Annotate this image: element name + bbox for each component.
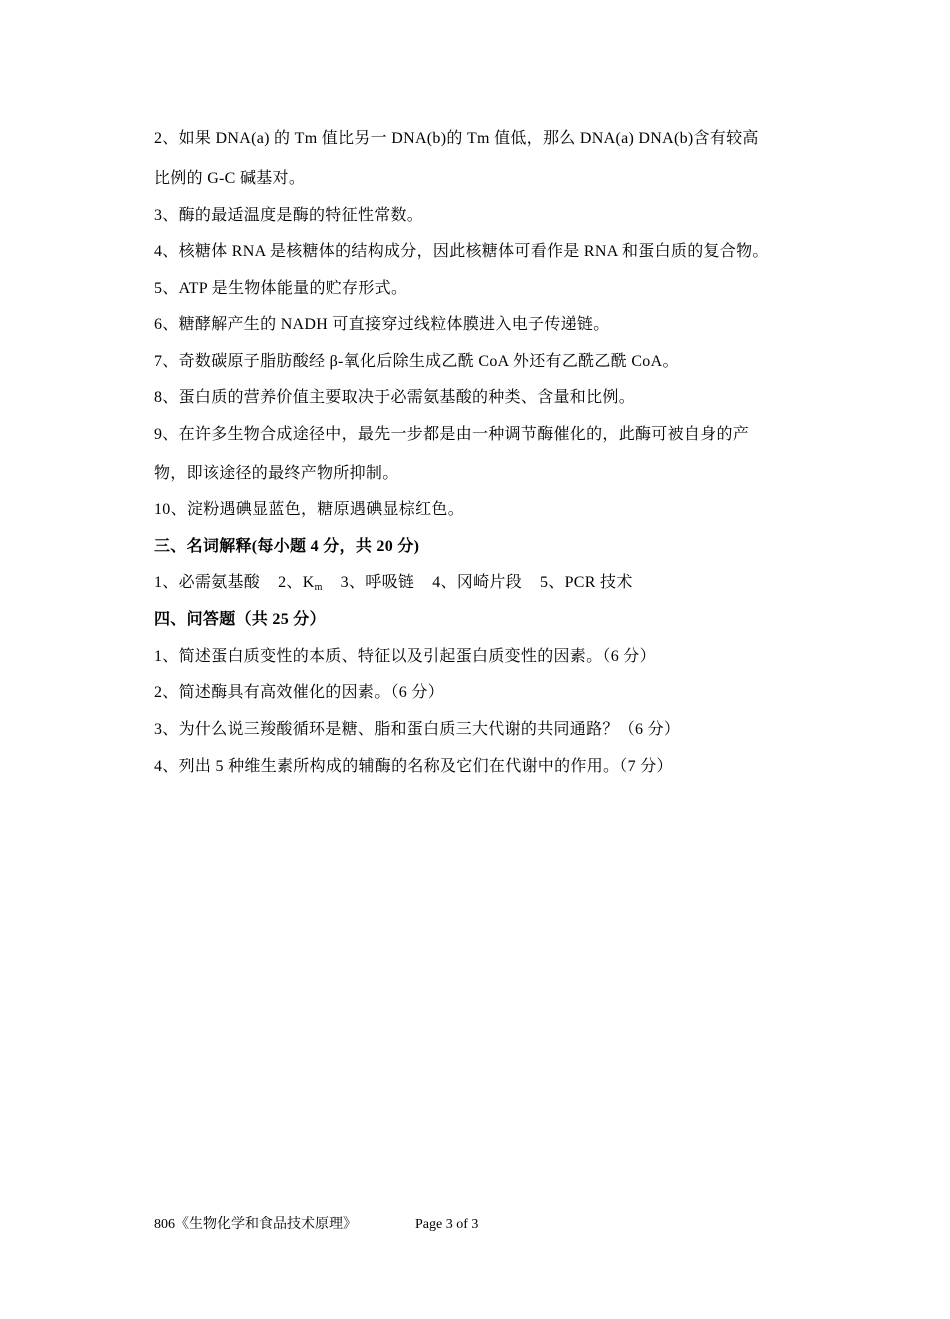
true-false-item-9: 9、在许多生物合成途径中，最先一步都是由一种调节酶催化的，此酶可被自身的产 — [154, 426, 750, 443]
true-false-item-3: 3、酶的最适温度是酶的特征性常数。 — [154, 207, 424, 224]
true-false-item-7: 7、奇数碳原子脂肪酸经 β-氧化后除生成乙酰 CoA 外还有乙酰乙酰 CoA。 — [154, 353, 679, 370]
true-false-item-10: 10、淀粉遇碘显蓝色，糖原遇碘显棕红色。 — [154, 501, 465, 518]
term-list — [154, 573, 633, 598]
question-4: 4、列出 5 种维生素所构成的辅酶的名称及它们在代谢中的作用。（7 分） — [154, 758, 673, 775]
true-false-item-5: 5、ATP 是生物体能量的贮存形式。 — [154, 280, 408, 297]
question-3: 3、为什么说三羧酸循环是糖、脂和蛋白质三大代谢的共同通路？（6 分） — [154, 721, 681, 738]
true-false-item-9-continued: 物，即该途径的最终产物所抑制。 — [154, 465, 399, 482]
true-false-item-8: 8、蛋白质的营养价值主要取决于必需氨基酸的种类、含量和比例。 — [154, 389, 636, 406]
term-4: 4、冈崎片段 — [432, 574, 522, 591]
term-2 — [278, 574, 323, 591]
true-false-item-2-continued: 比例的 G-C 碱基对。 — [154, 170, 306, 187]
term-3: 3、呼吸链 — [340, 574, 415, 591]
term-1: 1、必需氨基酸 — [154, 574, 261, 591]
term-5: 5、PCR 技术 — [540, 574, 633, 591]
term-2-label: 2、K — [278, 574, 315, 591]
footer-course-name: 806《生物化学和食品技术原理》 — [154, 1217, 357, 1232]
question-1: 1、简述蛋白质变性的本质、特征以及引起蛋白质变性的因素。（6 分） — [154, 648, 656, 665]
question-2: 2、简述酶具有高效催化的因素。（6 分） — [154, 684, 445, 701]
section-4-heading: 四、问答题（共 25 分） — [154, 611, 326, 628]
true-false-item-4: 4、核糖体 RNA 是核糖体的结构成分，因此核糖体可看作是 RNA 和蛋白质的复合物。 — [154, 243, 769, 260]
true-false-item-6: 6、糖酵解产生的 NADH 可直接穿过线粒体膜进入电子传递链。 — [154, 316, 610, 333]
term-2-subscript: m — [314, 582, 323, 593]
section-3-heading: 三、名词解释(每小题 4 分，共 20 分) — [154, 538, 420, 555]
footer-page-number: Page 3 of 3 — [415, 1217, 479, 1232]
true-false-item-2: 2、如果 DNA(a) 的 Tm 值比另一 DNA(b)的 Tm 值低，那么 DNA(a) DNA(b)含有较高 — [154, 130, 759, 147]
